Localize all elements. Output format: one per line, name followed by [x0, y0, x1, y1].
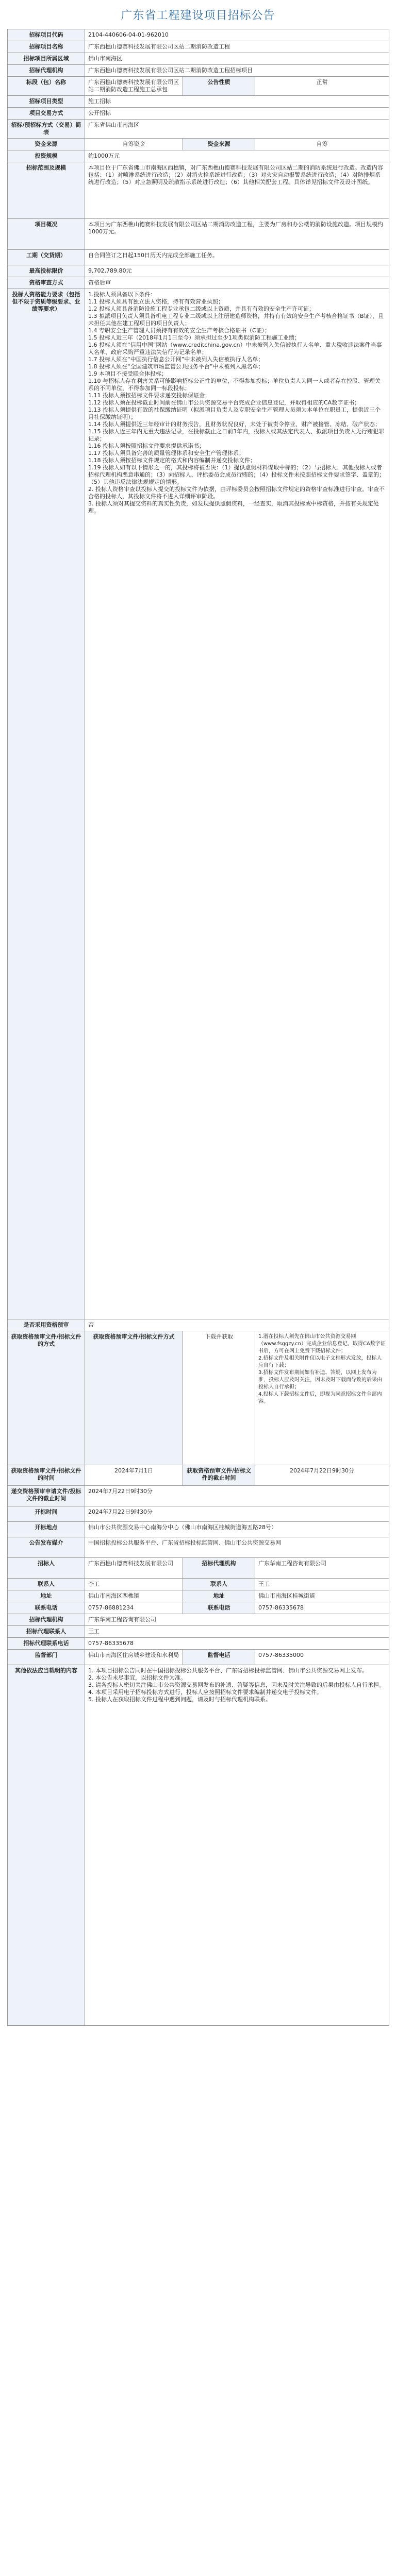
bidding-mode-value: 广东省佛山市南海区 [85, 120, 389, 139]
price-cap-label: 最高投标限价 [8, 265, 85, 277]
fund-source-c3: 自筹 [255, 139, 389, 150]
phone-value: 0757-86881234 [85, 1602, 183, 1614]
trade-method-label: 项目交易方式 [8, 108, 85, 120]
get-docs-method: 下载并获取 [183, 1331, 255, 1465]
get-docs-end-label: 获取资格预审文件/招标文件的截止时间 [183, 1465, 255, 1486]
supervision-value: 佛山市南海区住房城乡建设和水利局 [85, 1650, 183, 1665]
prequal-label: 是否采用资格预审 [8, 1319, 85, 1331]
agency-address-label: 地址 [183, 1590, 255, 1602]
agency3-value: 广东华南工程咨询有限公司 [85, 1614, 389, 1626]
bidding-mode-label: 招标/预招标方式（交易）简表 [8, 120, 85, 139]
price-cap-value: 9,702,789.80元 [85, 265, 389, 277]
agency3-contact-label: 招标代理联系人 [8, 1626, 85, 1638]
get-docs-time-label: 获取资格预审文件/招标文件的时间 [8, 1465, 85, 1486]
get-docs-sub-label: 获取资格预审文件/招标文件方式 [85, 1331, 183, 1465]
address-label: 地址 [8, 1590, 85, 1602]
review-method-label: 资格审查方式 [8, 277, 85, 289]
contact-value: 李工 [85, 1579, 183, 1590]
agency-address-value: 佛山市南海区桂城街道 [255, 1590, 389, 1602]
open-place-label: 开标地点 [8, 1522, 85, 1537]
notice-table [7, 29, 389, 2026]
open-place-value: 佛山市公共资源交易中心南海分中心（佛山市南海区桂城街道海五路28号） [85, 1522, 389, 1537]
project-name-label: 招标项目名称 [8, 41, 85, 53]
get-docs-label: 获取资格预审文件/招标文件的方式 [8, 1331, 85, 1465]
period-label: 工期（交货期） [8, 250, 85, 265]
submit-deadline-label: 递交资格预审申请文件/投标文件的截止时间 [8, 1486, 85, 1506]
fund-source-c2: 资金来源 [183, 139, 255, 150]
phone-label: 联系电话 [8, 1602, 85, 1614]
publish-media-value: 中国招标投标公共服务平台、广东省招标投标监管网、佛山市公共资源交易网 [85, 1537, 389, 1558]
notice-type-value: 正常 [255, 77, 389, 96]
prequal-value: 否 [85, 1319, 389, 1331]
project-code-value: 2104-440606-04-01-962010 [85, 29, 389, 41]
overview-value: 本项目为广东西樵山德赛科技发展有限公司区站二期消防改造工程，主要为厂房和办公楼的消防设施改造。项目规模约1000万元。 [85, 219, 389, 250]
page-title: 广东省工程建设项目招标公告 [121, 9, 275, 22]
tenderer-label: 招标人 [8, 1558, 85, 1579]
project-type-label: 招标项目类型 [8, 96, 85, 108]
agency3-contact-value: 王工 [85, 1626, 389, 1638]
open-time-label: 开标时间 [8, 1506, 85, 1522]
scope-label: 招标范围及规模 [8, 162, 85, 219]
publish-media-label: 公告发布媒介 [8, 1537, 85, 1558]
contact-label: 联系人 [8, 1579, 85, 1590]
agency3-phone-value: 0757-86335678 [85, 1638, 389, 1650]
project-name-value: 广东西樵山德赛科技发展有限公司区站二期消防改造工程 [85, 41, 389, 53]
supervision-phone-value: 0757-86335000 [255, 1650, 389, 1665]
agency-contact-label: 联系人 [183, 1579, 255, 1590]
project-region-value: 佛山市南海区 [85, 53, 389, 65]
scope-value: 本项目位于广东省佛山市南海区西樵镇，对广东西樵山德赛科技发展有限公司区站二期的消防系统进行改造。改造内容包括：（1）对喷淋系统进行改造；（2）对消火栓系统进行改造；（3）对火灾自动报警系统进行改造；（4）对防排烟系统进行改造；（5）对应急照明及疏散指示系统进行改造；（6）其他相关配套工程。具体详见招标文件及设计图纸。 [85, 162, 389, 219]
section-name-label: 标段（包）名称 [8, 77, 85, 96]
agency2-value: 广东华南工程咨询有限公司 [255, 1558, 389, 1579]
period-value: 自合同签订之日起150日历天内完成全部施工任务。 [85, 250, 389, 265]
other-label: 其他依法应当载明的内容 [8, 1665, 85, 2026]
overview-label: 项目概况 [8, 219, 85, 250]
agency-phone-label: 联系电话 [183, 1602, 255, 1614]
submit-deadline-value: 2024年7月22日9时30分 [85, 1486, 389, 1506]
notice-type-label: 公告性质 [183, 77, 255, 96]
tenderer-value: 广东西樵山德赛科技发展有限公司 [85, 1558, 183, 1579]
fund-source-c1: 自筹资金 [85, 139, 183, 150]
trade-method-value: 公开招标 [85, 108, 389, 120]
agency-label: 招标代理机构 [8, 65, 85, 77]
project-region-label: 招标项目所属区域 [8, 53, 85, 65]
fund-source-label: 资金来源 [8, 139, 85, 150]
qualification-label: 投标人资格能力要求（包括但不限于资质等级要求、业绩等要求） [8, 289, 85, 1319]
agency2-label: 招标代理机构 [183, 1558, 255, 1579]
get-docs-detail: 1.潜在投标人须先在佛山市公共资源交易网（www.fsggzy.cn）完成企业信息登记，取得CA数字证书后，方可在网上免费下载招标文件； 2.招标文件及相关附件仅以电子文档形式发放，投标人应自行下载； 3.招标文件发布期间如有补遗、答疑，以网上发布为准，投标人应及时关注，因未及时下载而导致的后果由投标人自行承担； 4.投标人下载招标文件后，即视为同意招标文件全部内容。 [255, 1331, 389, 1465]
open-time-value: 2024年7月22日9时30分 [85, 1506, 389, 1522]
other-text: 1. 本项目招标公告同时在中国招标投标公共服务平台、广东省招标投标监管网、佛山市公共资源交易网上发布。 2. 本公告未尽事宜，以招标文件为准。 3. 请各投标人密切关注佛山市公共资源交易网发布的补遗、答疑等信息，因未及时关注导致的后果由投标人自行承担。 4. 本项目采用电子招标投标方式进行，投标人应按照招标文件要求编制并递交电子投标文件。 5. 投标人在获取招标文件过程中遇到问题，请及时与招标代理机构联系。 [85, 1665, 389, 2026]
agency-contact-value: 王工 [255, 1579, 389, 1590]
project-type-value: 施工招标 [85, 96, 389, 108]
supervision-label: 监督部门 [8, 1650, 85, 1665]
get-docs-start: 2024年7月1日 [85, 1465, 183, 1486]
investment-label: 投资规模 [8, 150, 85, 162]
agency-phone-value: 0757-86335678 [255, 1602, 389, 1614]
address-value: 佛山市南海区西樵镇 [85, 1590, 183, 1602]
supervision-phone-label: 监督电话 [183, 1650, 255, 1665]
get-docs-end: 2024年7月22日9时30分 [255, 1465, 389, 1486]
investment-value: 约1000万元 [85, 150, 389, 162]
section-name-value: 广东西樵山德赛科技发展有限公司区站二期消防改造工程施工总承包 [85, 77, 183, 96]
project-code-label: 招标项目代码 [8, 29, 85, 41]
review-method-value: 资格后审 [85, 277, 389, 289]
agency3-label: 招标代理机构 [8, 1614, 85, 1626]
qualification-text: 1.投标人须具备以下条件： 1.1 投标人须具有独立法人资格，持有有效营业执照； 1.2 投标人须具备消防设施工程专业承包二级或以上资质，并具有有效的安全生产许可证； 1.3 拟派项目负责人须具备机电工程专业二级或以上注册建造师资格，并持有有效的安全生产考核合格证书（B证），且未担任其他在建工程项目的项目负责人； 1.4 专职安全生产管理人员须持有有效的安全生产考核合格证书（C证）； 1.5 投标人近三年（2018年1月1日至今）须承担过至少1项类似消防工程施工业绩； 1.6 投标人须在“信用中国”网站（www.creditchina.gov.cn）中未被列入失信被执行人名单、重大税收违法案件当事人名单、政府采购严重违法失信行为记录名单； 1.7 投标人须在“中国执行信息公开网”中未被列入失信被执行人名单； 1.8 投标人须在“全国建筑市场监管公共服务平台”中未被列入黑名单； 1.9 本项目不接受联合体投标； 1.10 与招标人存在利害关系可能影响招标公正性的单位，不得参加投标；单位负责人为同一人或者存在控股、管理关系的不同单位，不得参加同一标段投标； 1.11 投标人须按招标文件要求递交投标保证金； 1.12 投标人须在投标截止时间前在佛山市公共资源交易平台完成企业信息登记，并取得相应的CA数字证书； 1.13 投标人须提供有效的社保缴纳证明（拟派项目负责人及专职安全生产管理人员须为本单位在职员工，提供近三个月社保缴纳证明）； 1.14 投标人须提供近三年经审计的财务报告，且财务状况良好，未处于被责令停业、财产被接管、冻结、破产状态； 1.15 投标人近三年内无重大违法记录，在投标截止之日前3年内，投标人或其法定代表人、拟派项目负责人无行贿犯罪记录； 1.16 投标人须按照招标文件要求提供承诺书； 1.17 投标人须具备完善的质量管理体系和安全生产管理体系； 1.18 投标人须按招标文件规定的格式和内容编制并递交投标文件； 1.19 投标人如有以下情形之一的，其投标将被否决：（1）提供虚假材料谋取中标的；（2）与招标人、其他投标人或者招标代理机构恶意串通的；（3）向招标人、评标委员会成员行贿的；（4）投标文件未按照招标文件要求签字、盖章的；（5）其他违反法律法规规定的情形。 2. 投标人资格审查以投标人提交的投标文件为依据，由评标委员会按照招标文件规定的资格审查标准进行审查。审查不合格的投标人，其投标文件将不进入详细评审阶段。 3. 投标人须对其提交资料的真实性负责，如发现提供虚假资料，一经查实，取消其投标或中标资格，并按有关规定处理。 [85, 289, 389, 1319]
agency-value: 广东西樵山德赛科技发展有限公司区站二期消防改造工程招标项目 [85, 65, 389, 77]
agency3-phone-label: 招标代理联系电话 [8, 1638, 85, 1650]
